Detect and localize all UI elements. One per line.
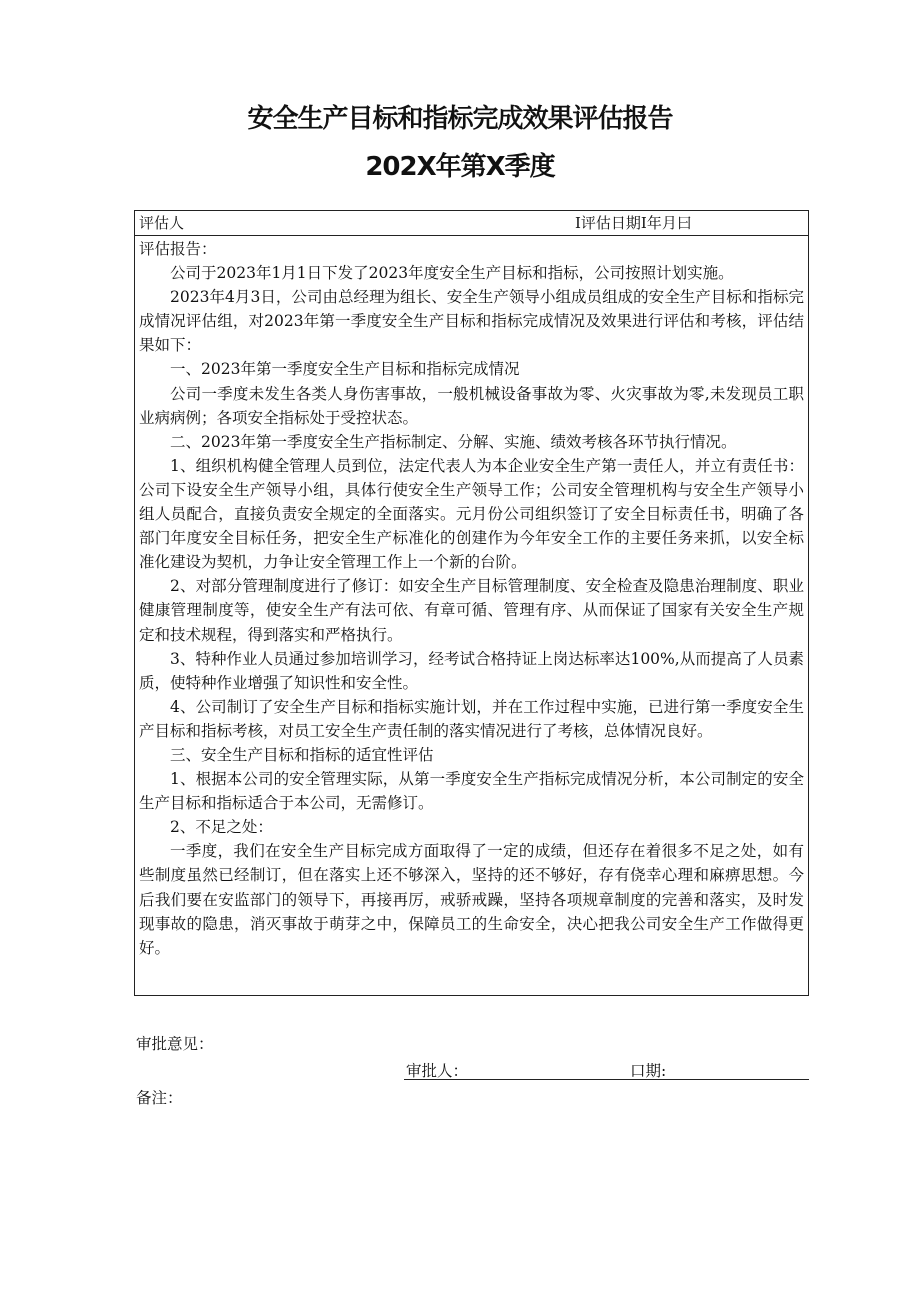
report-subtitle: 202X年第X季度 xyxy=(365,152,555,182)
paragraph-shortcomings: 一季度，我们在安全生产目标完成方面取得了一定的成绩，但还存在着很多不足之处，如有些制度虽然已经制订，但在落实上还不够深入，坚持的还不够好，存有侥幸心理和麻痹思想。今后我们要在安监部门的领导下，再接再厉，戒骄戒躁，坚持各项规章制度的完善和落实，及时发现事故的隐患，消灭事故于萌芽之中，保障员工的生命安全，决心把我公司安全生产工作做得更好。 xyxy=(139,842,804,957)
approver-label: 审批人： xyxy=(406,1062,469,1080)
paragraph-intro: 公司于2023年1月1日下发了2023年度安全生产目标和指标，公司按照计划实施。 xyxy=(170,264,734,283)
report-content xyxy=(135,236,808,960)
paragraph-item-3: 3、特种作业人员通过参加培训学习，经考试合格持证上岗达标率达100%,从而提高了人员素质，使特种作业增强了知识性和安全性。 xyxy=(139,649,804,692)
paragraph-evaluation-team: 2023年4月3日，公司由总经理为组长、安全生产领导小组成员组成的安全生产目标和指标完成情况评估组，对2023年第一季度安全生产目标和指标完成情况及效果进行评估和考核，评估结果如下： xyxy=(139,288,804,355)
approval-opinion-label: 审批意见： xyxy=(136,1035,214,1053)
remarks-label: 备注： xyxy=(136,1089,183,1107)
paragraph-suitability: 1、根据本公司的安全管理实际，从第一季度安全生产指标完成情况分析，本公司制定的安全生产目标和指标适合于本公司，无需修订。 xyxy=(139,770,804,813)
paragraph-completion: 公司一季度未发生各类人身伤害事故，一般机械设备事故为零、火灾事故为零,未发现员工职业病病例；各项安全指标处于受控状态。 xyxy=(139,384,804,427)
evaluator-field: 评估人 xyxy=(139,214,185,232)
report-title: 安全生产目标和指标完成效果评估报告 xyxy=(247,104,673,134)
paragraph-item-2: 2、对部分管理制度进行了修订：如安全生产目标管理制度、安全检查及隐患治理制度、职业健康管理制度等，使安全生产有法可依、有章可循、管理有序、从而保证了国家有关安全生产规定和技术规程，得到落实和严格执行。 xyxy=(139,577,804,644)
paragraph-shortcomings-heading: 2、不足之处： xyxy=(170,818,273,837)
section-heading-3: 三、安全生产目标和指标的适宜性评估 xyxy=(170,745,434,764)
approval-date-label: 口期: xyxy=(630,1062,667,1080)
paragraph-item-1: 1、组织机构健全管理人员到位，法定代表人为本企业安全生产第一责任人，并立有责任书：公司下设安全生产领导小组，具体行使安全生产领导工作；公司安全管理机构与安全生产领导小组人员配合，直接负责安全规定的全面落实。元月份公司组织签订了安全目标责任书，明确了各部门年度安全目标任务，把安全生产标准化的创建作为今年安全工作的主要任务来抓，以安全标准化建设为契机，力争让安全管理工作上一个新的台阶。 xyxy=(139,456,804,572)
report-label: 评估报告： xyxy=(139,240,217,258)
section-heading-1: 一、2023年第一季度安全生产目标和指标完成情况 xyxy=(170,360,520,379)
evaluation-date-field: I评估日期I年月曰 xyxy=(575,214,692,232)
report-table xyxy=(134,210,809,996)
header-row xyxy=(135,211,808,236)
section-heading-2: 二、2023年第一季度安全生产指标制定、分解、实施、绩效考核各环节执行情况。 xyxy=(170,432,737,451)
signature-line xyxy=(404,1059,809,1080)
paragraph-item-4: 4、公司制订了安全生产目标和指标实施计划，并在工作过程中实施，已进行第一季度安全生产目标和指标考核，对员工安全生产责任制的落实情况进行了考核，总体情况良好。 xyxy=(139,697,804,740)
